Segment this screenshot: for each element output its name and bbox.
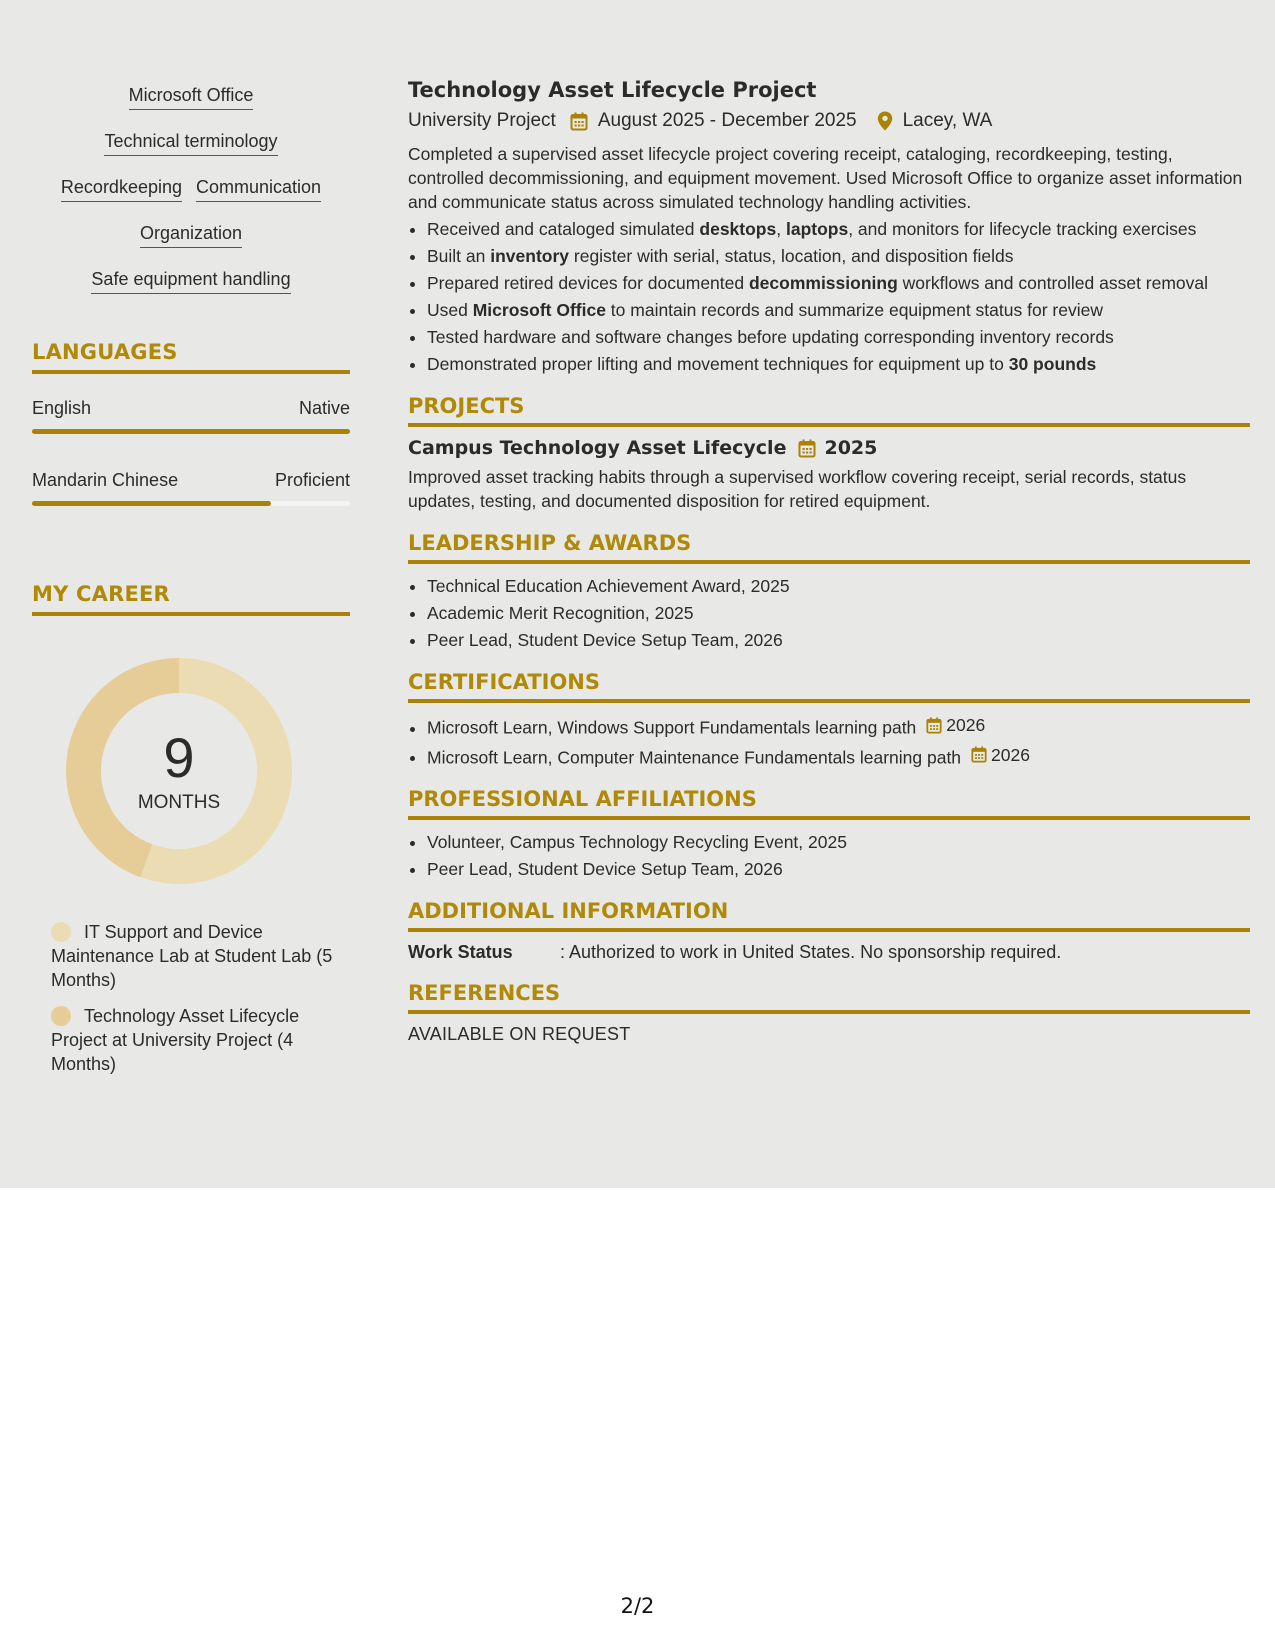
projects-section xyxy=(408,394,1250,513)
legend-label: Technology Asset Lifecycle Project at University Project (4 Months) xyxy=(51,1006,300,1074)
language-item xyxy=(32,470,350,506)
project-name: Campus Technology Asset Lifecycle xyxy=(408,437,787,459)
project-header xyxy=(408,437,1250,459)
cert-year: 2026 xyxy=(991,744,1030,765)
list-item: • Peer Lead, Student Device Setup Team, 2026 xyxy=(427,628,1250,652)
certifications-list xyxy=(408,713,1250,769)
languages-section xyxy=(32,340,350,506)
bullet-keyword: Microsoft Office xyxy=(472,300,606,320)
bullet-text: register with serial, status, location, and disposition fields xyxy=(569,246,1014,266)
list-item: • Academic Merit Recognition, 2025 xyxy=(427,601,1250,625)
experience-title: Technology Asset Lifecycle Project xyxy=(408,78,817,102)
experience-bullets xyxy=(408,217,1250,376)
legend-dot-icon xyxy=(51,922,71,942)
experience-bullet xyxy=(427,217,1250,241)
experience-bullet xyxy=(427,271,1250,295)
certifications-heading: CERTIFICATIONS xyxy=(408,670,1250,703)
experience-location: Lacey, WA xyxy=(902,110,993,131)
skill-chip: Organization xyxy=(140,222,242,248)
bullet-text: Received and cataloged simulated xyxy=(427,219,700,239)
calendar-icon xyxy=(926,717,942,734)
bullet-text: , and monitors for lifecycle tracking exercises xyxy=(848,219,1197,239)
legend-label: IT Support and Device Maintenance Lab at Student Lab (5 Months) xyxy=(51,922,333,990)
bullet-keyword: inventory xyxy=(490,246,570,266)
work-status-row xyxy=(408,942,1250,963)
language-bar xyxy=(32,429,350,434)
references-heading: REFERENCES xyxy=(408,981,1250,1014)
experience-description: Completed a supervised asset lifecycle project covering receipt, cataloging, recordkeeping, testing, controlled decommissioning, and equipment movement. Used Microsoft Office to organize asset information and communicate status across simulated technology handling activities. xyxy=(408,144,1243,212)
leadership-heading: LEADERSHIP & AWARDS xyxy=(408,531,1250,564)
cert-year: 2026 xyxy=(946,715,986,735)
career-legend xyxy=(51,920,341,1076)
language-item xyxy=(32,398,350,434)
skill-row xyxy=(32,130,350,156)
skill-chip: Recordkeeping xyxy=(61,176,182,202)
project-year: 2025 xyxy=(824,437,878,459)
experience-dates: August 2025 - December 2025 xyxy=(597,110,857,131)
calendar-icon xyxy=(798,439,816,458)
references-text: AVAILABLE ON REQUEST xyxy=(408,1024,631,1044)
additional-heading: ADDITIONAL INFORMATION xyxy=(408,899,1250,932)
language-bar-fill xyxy=(32,501,271,506)
right-column xyxy=(408,78,1250,1045)
certifications-section xyxy=(408,670,1250,769)
language-name: Mandarin Chinese xyxy=(32,470,179,490)
leadership-section xyxy=(408,531,1250,652)
language-level: Native xyxy=(298,398,350,418)
list-item: • Peer Lead, Student Device Setup Team, 2026 xyxy=(427,857,1250,881)
cert-name: Microsoft Learn, Windows Support Fundamentals learning path xyxy=(427,717,917,738)
skill-chip: Safe equipment handling xyxy=(91,268,290,294)
legend-dot-icon xyxy=(51,1006,71,1026)
list-item: • Technical Education Achievement Award, 2025 xyxy=(427,574,1250,598)
bullet-text: workflows and controlled asset removal xyxy=(897,273,1209,293)
affiliations-section xyxy=(408,787,1250,881)
map-pin-icon xyxy=(877,111,893,131)
list-item: • Volunteer, Campus Technology Recycling Event, 2025 xyxy=(427,830,1250,854)
cert-name: Microsoft Learn, Computer Maintenance Fundamentals learning path xyxy=(427,747,962,767)
list-item xyxy=(427,743,1250,770)
list-item xyxy=(427,713,1250,740)
bullet-text: Prepared retired devices for documented xyxy=(427,273,749,293)
work-status-label: Work Status xyxy=(408,942,513,962)
bullet-keyword: desktops xyxy=(699,219,777,239)
bullet-text: to maintain records and summarize equipment status for review xyxy=(605,300,1103,320)
experience-meta xyxy=(408,110,1250,132)
bullet-keyword: laptops xyxy=(785,219,849,239)
language-bar-fill xyxy=(32,429,350,434)
skills-list xyxy=(32,84,350,294)
career-total: 9 xyxy=(163,726,195,789)
bullet-text: , xyxy=(776,219,786,239)
legend-item xyxy=(51,920,341,992)
references-section xyxy=(408,981,1250,1045)
career-unit: MONTHS xyxy=(137,792,221,813)
work-status-value: : Authorized to work in United States. No sponsorship required. xyxy=(560,942,1062,962)
skill-row xyxy=(32,222,350,248)
calendar-icon xyxy=(570,112,588,131)
skill-row xyxy=(32,268,350,294)
bullet-keyword: 30 pounds xyxy=(1008,354,1097,374)
skill-chip: Microsoft Office xyxy=(129,84,254,110)
experience-bullet xyxy=(427,298,1250,322)
affiliations-heading: PROFESSIONAL AFFILIATIONS xyxy=(408,787,1250,820)
skill-row xyxy=(32,84,350,110)
skill-chip: Communication xyxy=(196,176,321,202)
experience-org: University Project xyxy=(408,110,556,131)
bullet-text: Used xyxy=(427,300,473,320)
experience-bullet xyxy=(427,352,1250,376)
affiliations-list xyxy=(408,830,1250,881)
additional-section xyxy=(408,899,1250,963)
bullet-text: Demonstrated proper lifting and movement techniques for equipment up to xyxy=(427,354,1009,374)
bullet-keyword: decommissioning xyxy=(748,273,898,293)
career-section xyxy=(32,582,350,1076)
language-bar xyxy=(32,501,350,506)
legend-item xyxy=(51,1004,341,1076)
language-name: English xyxy=(32,398,92,418)
bullet-text: Built an xyxy=(427,246,491,266)
career-heading: MY CAREER xyxy=(32,582,350,616)
language-level: Proficient xyxy=(274,470,350,490)
leadership-list xyxy=(408,574,1250,652)
projects-heading: PROJECTS xyxy=(408,394,1250,427)
left-column xyxy=(32,84,350,1088)
skill-chip: Technical terminology xyxy=(104,130,277,156)
bullet-text: Tested hardware and software changes before updating corresponding inventory records xyxy=(427,327,1114,347)
calendar-icon xyxy=(971,746,987,763)
project-description: Improved asset tracking habits through a supervised workflow covering receipt, serial records, status updates, testing, and documented disposition for retired equipment. xyxy=(408,467,1187,511)
career-donut xyxy=(66,658,292,884)
languages-heading: LANGUAGES xyxy=(32,340,350,374)
experience-bullet xyxy=(427,325,1250,349)
skill-row xyxy=(32,176,350,202)
experience-entry xyxy=(408,78,1250,376)
page-number: 2/2 xyxy=(620,1594,655,1618)
experience-bullet xyxy=(427,244,1250,268)
